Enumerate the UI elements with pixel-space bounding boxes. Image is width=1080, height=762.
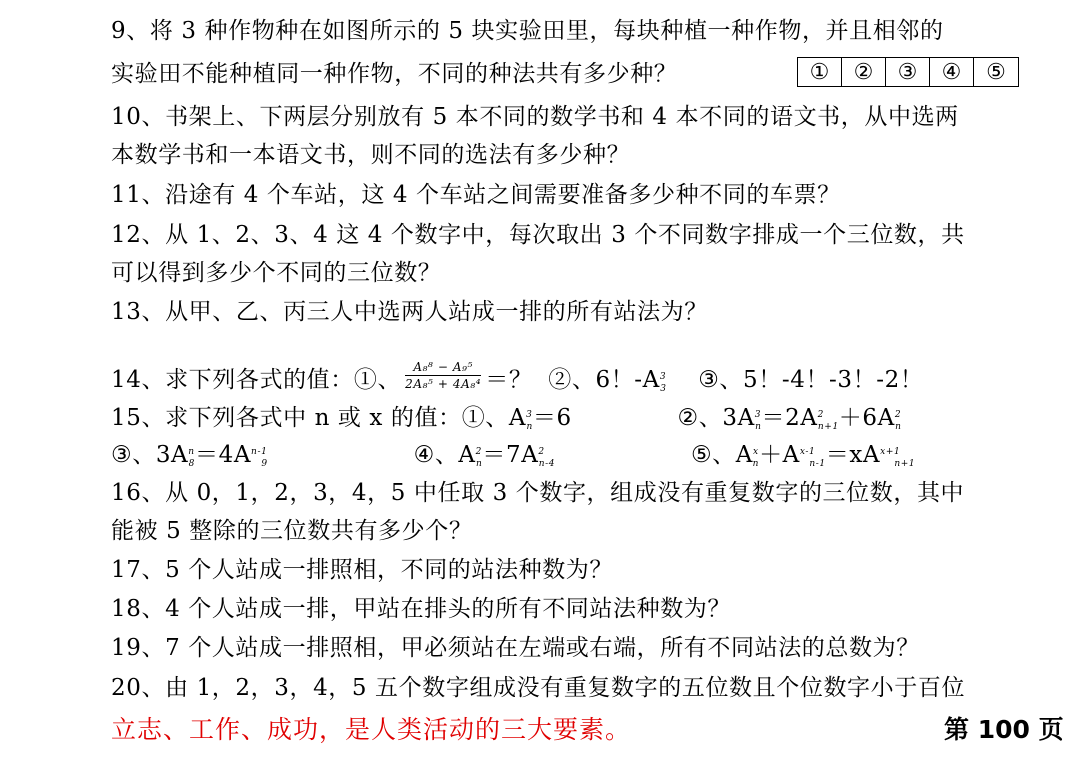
problem-16-line-2: 能被 5 整除的三位数共有多少个？	[111, 518, 473, 544]
problem-10-line-2: 本数学书和一本语文书，则不同的选法有多少种？	[111, 142, 631, 168]
problem-10-line-1: 10、书架上、下两层分别放有 5 本不同的数学书和 4 本不同的语文书，从中选两	[111, 104, 959, 130]
problem-15-part-2-c: ＋6A	[838, 405, 895, 431]
problem-14-fraction	[405, 360, 481, 391]
problem-15-part-3-b: ＝4A	[195, 442, 252, 468]
plot-4: ④	[930, 58, 974, 86]
problem-13: 13、从甲、乙、丙三人中选两人站成一排的所有站法为？	[111, 299, 708, 325]
problem-19: 19、7 个人站成一排照相，甲必须站在左端或右端，所有不同站法的总数为？	[111, 635, 920, 661]
problem-14-part-3: ③、5！-4！-3！-2！	[698, 367, 924, 393]
problem-11: 11、沿途有 4 个车站，这 4 个车站之间需要准备多少种不同的车票？	[111, 182, 841, 208]
plot-1: ①	[798, 58, 842, 86]
problem-14-eq: ＝？	[485, 367, 533, 393]
problem-9-line-2: 实验田不能种植同一种作物，不同的种法共有多少种？	[111, 61, 678, 87]
fraction-numerator: A₈⁸ − A₉⁵	[405, 360, 481, 376]
problem-15-part-4-a: ④、A	[413, 442, 476, 468]
problem-15-line-1: 15、求下列各式中 n 或 x 的值：①、$A^3_n=6$ ②、$3A^3_n=2A^2_{n+1}+6A^2_n$	[111, 405, 902, 432]
plot-3: ③	[886, 58, 930, 86]
problem-15-part-5-c: ＝xA	[825, 442, 881, 468]
problem-15-eq-1: ＝6	[532, 405, 572, 431]
problem-15-line-2: ③、$3A^n_8=4A^{n-1}_9$ ④、$A^2_n=7A^2_{n-4}$ ⑤、$A^x_n+A^{x-1}_{n-1}=xA^{x+1}_{n+1}$	[111, 442, 916, 469]
fraction-denominator: 2A₈⁵ + 4A₈⁴	[405, 376, 482, 391]
problem-16-line-1: 16、从 0，1，2，3，4，5 中任取 3 个数字，组成没有重复数字的三位数，其中	[111, 480, 965, 506]
problem-12-line-2: 可以得到多少个不同的三位数？	[111, 260, 442, 286]
problem-15-prefix: 15、求下列各式中 n 或 x 的值：①、A	[111, 405, 527, 431]
problem-9-line-1: 9、将 3 种作物种在如图所示的 5 块实验田里，每块种植一种作物，并且相邻的	[111, 18, 944, 44]
field-plot-diagram	[797, 57, 1019, 87]
problem-12-line-1: 12、从 1、2、3、4 这 4 个数字中，每次取出 3 个不同数字排成一个三位数，共	[111, 222, 965, 248]
problem-15-part-2-b: ＝2A	[761, 405, 818, 431]
problem-15-part-5-a: ⑤、A	[690, 442, 753, 468]
problem-15-part-4-b: ＝7A	[482, 442, 539, 468]
problem-14-part-2: ②、6！-A	[548, 367, 660, 393]
problem-15-part-5-b: ＋A	[759, 442, 800, 468]
plot-5: ⑤	[986, 59, 1006, 85]
footer-motto: 立志、工作、成功，是人类活动的三大要素。	[111, 715, 632, 744]
page-number: 第 100 页	[944, 715, 1064, 744]
problem-17: 17、5 个人站成一排照相，不同的站法种数为？	[111, 557, 614, 583]
plot-2: ②	[842, 58, 886, 86]
problem-20: 20、由 1，2，3，4，5 五个数字组成没有重复数字的五位数且个位数字小于百位	[111, 675, 966, 701]
problem-15-part-3-a: ③、3A	[111, 442, 189, 468]
problem-14: 14、求下列各式的值：①、 $\frac{\text{A₈⁸ − A₉⁵}}{\text{2A₈⁵ + 4A₈⁴}}$ ＝？ ②、6！$-A^3_3$ ③、5！-4！-3！-2！	[111, 359, 924, 394]
problem-18: 18、4 个人站成一排，甲站在排头的所有不同站法种数为？	[111, 596, 732, 622]
problem-14-prefix: 14、求下列各式的值：①、	[111, 367, 402, 393]
problem-15-part-2-a: ②、3A	[677, 405, 755, 431]
